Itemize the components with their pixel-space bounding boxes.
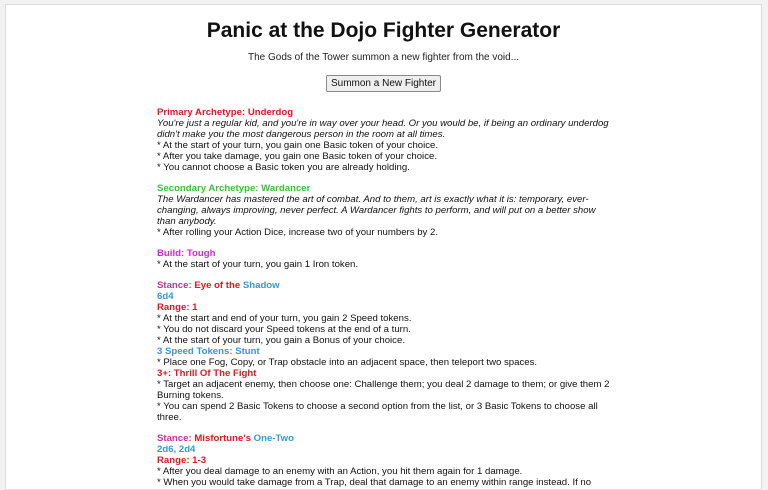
thrill-ability-heading: 3+: Thrill Of The Fight bbox=[157, 368, 257, 379]
stance-name-second: Shadow bbox=[242, 280, 280, 291]
summon-new-fighter-button[interactable]: Summon a New Fighter bbox=[326, 75, 441, 92]
rule-line: * At the start and end of your turn, you gain 2 Speed tokens. bbox=[157, 313, 412, 324]
rule-line: * At the start of your turn, you gain one Basic token of your choice. bbox=[157, 140, 439, 151]
stance-dice: 2d6, 2d4 bbox=[157, 444, 196, 455]
stance-name-second: One-Two bbox=[253, 433, 294, 444]
rule-line: * After you take damage, you gain one Basic token of your choice. bbox=[157, 151, 437, 162]
stance-range: Range: 1 bbox=[157, 302, 198, 313]
stance-name-first: Misfortune's bbox=[194, 433, 254, 444]
rule-line: * After rolling your Action Dice, increase two of your numbers by 2. bbox=[157, 227, 439, 238]
stance-label: Stance: bbox=[157, 433, 195, 444]
stance-section bbox=[157, 280, 615, 423]
build-section bbox=[157, 248, 615, 270]
primary-archetype-flavor: You're just a regular kid, and you're in way over your head. Or you would be, if being an ordinary underdog didn't make you the most dangerous person in the room at all times. bbox=[157, 118, 609, 140]
rule-line: * You do not discard your Speed tokens at the end of a turn. bbox=[157, 324, 411, 335]
fighter-sheet bbox=[157, 107, 615, 490]
rule-line: * Place one Fog, Copy, or Trap obstacle into an adjacent space, then teleport two spaces. bbox=[157, 357, 538, 368]
stance-label: Stance: bbox=[157, 280, 195, 291]
secondary-archetype-flavor: The Wardancer has mastered the art of combat. And to them, art is exactly what it is: temporary, ever-changing, always improving, never perfect. A Wardancer fights to perform, and will put on a better show than anybody. bbox=[157, 194, 596, 227]
primary-archetype-section bbox=[157, 107, 615, 173]
stance-range: Range: 1-3 bbox=[157, 455, 207, 466]
rule-line: * At the start of your turn, you gain a Bonus of your choice. bbox=[157, 335, 405, 346]
rule-line: * At the start of your turn, you gain 1 Iron token. bbox=[157, 259, 359, 270]
rule-line: * After you deal damage to an enemy with an Action, you hit them again for 1 damage. bbox=[157, 466, 523, 477]
speed-ability-heading: 3 Speed Tokens: Stunt bbox=[157, 346, 260, 357]
page-title: Panic at the Dojo Fighter Generator bbox=[206, 19, 561, 42]
build-heading: Build: Tough bbox=[157, 248, 216, 259]
rule-line: * Target an adjacent enemy, then choose one: Challenge them; you deal 2 damage to them; or give them 2 Burning tokens. bbox=[157, 379, 610, 401]
page-subtitle: The Gods of the Tower summon a new fighter from the void... bbox=[247, 52, 520, 63]
stance-name-first: Eye of the bbox=[194, 280, 243, 291]
stance-dice: 6d4 bbox=[157, 291, 174, 302]
rule-line: * When you would take damage from a Trap, deal that damage to an enemy within range instead. If no bbox=[157, 477, 592, 488]
stance-heading bbox=[157, 280, 615, 291]
rule-line: * You cannot choose a Basic token you are already holding. bbox=[157, 162, 410, 173]
secondary-archetype-section bbox=[157, 183, 615, 238]
page-card bbox=[5, 4, 762, 490]
button-row bbox=[6, 73, 761, 92]
secondary-archetype-heading: Secondary Archetype: Wardancer bbox=[157, 183, 311, 194]
primary-archetype-heading: Primary Archetype: Underdog bbox=[157, 107, 294, 118]
stance-heading bbox=[157, 433, 615, 444]
rule-line: * You can spend 2 Basic Tokens to choose a second option from the list, or 3 Basic Tokens to choose all three. bbox=[157, 401, 598, 423]
